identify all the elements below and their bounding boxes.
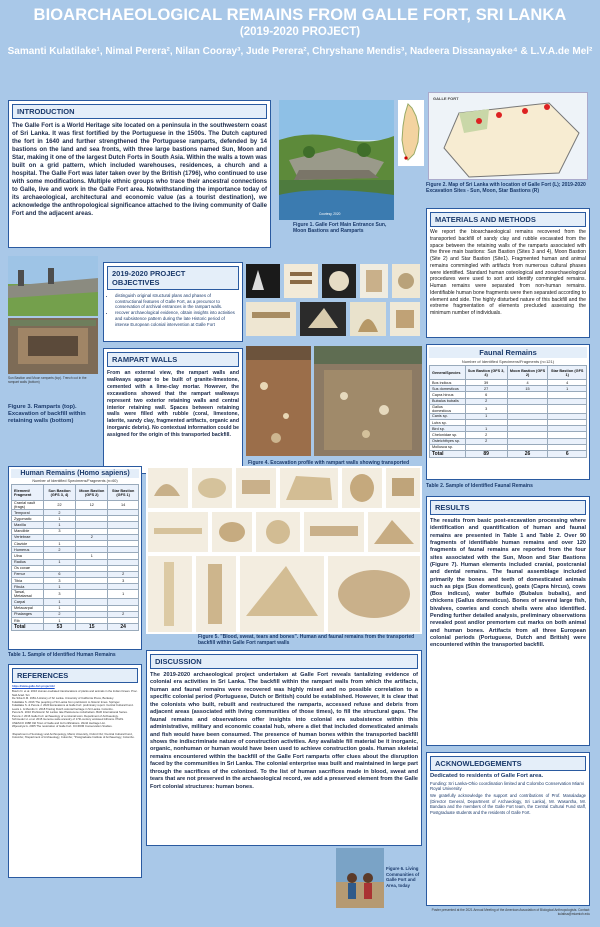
acknowledgements-body: We gratefully acknowledge the support and contributions of Prof. Manaladage (Director General, Department of Archaeology, Sri Lanka), Mr. Wasantha, Mr. Bandara and the members of the Galle Fort team, the Central Cultural Fund staff, Postgraduate students and the residents of Galle Fort. (430, 793, 586, 815)
excavation-profile-photo-1 (246, 346, 311, 456)
cell-species: Bird sp. (430, 426, 466, 432)
cell-species: Sus domesticus (430, 386, 466, 392)
cell-total: 15 (76, 624, 108, 631)
cell-count: 1 (43, 618, 76, 624)
cell-count: 3 (43, 578, 76, 584)
rampart-panel (103, 348, 243, 474)
cell-count: 1 (43, 584, 76, 590)
discussion-heading: DISCUSSION (150, 654, 418, 669)
results-panel (426, 496, 590, 746)
table-row (12, 501, 139, 510)
column-header: Genera/Species (430, 366, 466, 380)
cell-count: 1 (548, 386, 587, 392)
cell-species: Capra hircus (430, 392, 466, 398)
intro-body: The Galle Fort is a World Heritage site located on a peninsula in the southwestern coast of Sri Lanka. It was first fortified by the Portuguese in the 1500s. The Dutch captured the fort in 1640 and further strengthened the Portuguese ramparts, defended by 14 bastions on the land and sea fronts, with three large bastions named Sun, Moon and Star, making it one of the largest Dutch Forts in South Asia. Within the walls a town was built on a grid pattern, which included warehouses, residences, a church and a hospital. The Galle Fort was later taken over by the British (1796), who continued to use with some modifications. Multiple ethnic groups who trace their ancestral connections to Galle, live and work in the Galle Fort area. Notwithstanding the importance today of its archaeological, architectural and economic value (as a tourist destination), we acknowledge the anthropological significance attached to the living community of Galle Fort and the adjacent areas. (12, 122, 267, 218)
fig2-caption: Figure 2. Map of Sri Lanka with location of Galle Fort (L); 2019-2020 Excavation Sites - Sun, Moon, Star Bastions (R) (426, 182, 586, 195)
cell-total-label: Total (430, 450, 466, 457)
objectives-list (107, 293, 239, 327)
reference-item: UNESCO 1988 Old Town of Galle and its Fortifications. World Heritage List. (12, 720, 106, 725)
fig3-note: Sun Bastion and Moon ramparts (top). Trench cut in the rampart walls (bottom) (8, 376, 87, 384)
cell-count: 2 (43, 547, 76, 553)
cell-element: Vertebrae (12, 534, 44, 540)
cell-element: Phalanges (12, 611, 44, 617)
cell-count: 2 (465, 432, 507, 438)
profile-illustration-2 (314, 346, 422, 456)
dedication-text: Dedicated to residents of Galle Fort area. (430, 773, 544, 779)
cell-element: Temporal (12, 510, 44, 516)
footer-note: Poster presented at the 2021 Annual Meeting of the American Association of Biological Anthropologists. Contact: kulatisa@miamioh.edu (431, 908, 590, 916)
cell-count: 1 (43, 559, 76, 565)
cell-count: 1 (76, 553, 108, 559)
cell-count: 4 (507, 380, 548, 386)
human-table-subtitle: Number of Identified Specimens/Fragments (n=60) (32, 479, 118, 483)
table-total-row (12, 624, 139, 631)
cell-count: 27 (465, 386, 507, 392)
reference-item: Boivin N. et al. 2016 Human-mediated translocations of plants and animals in the Indian Ocean. Proc. Natl Acad. Sci. (12, 689, 138, 697)
author-list: Samanti Kulatilake¹, Nimal Perera², Nilan Cooray³, Jude Perera², Chryshane Mendis³, Nadeera Dissanayake⁴ & L.V.A.de Mel² (7, 46, 593, 57)
cell-count: 2 (108, 571, 139, 577)
column-header: Sun Bastion (GFS 3, 4) (465, 366, 507, 380)
intro-panel (8, 100, 271, 248)
cell-count: 2 (465, 438, 507, 444)
reference-item: Kulatilake S. & Perera J. 2020 Excavations at Galle Fort: preliminary report. Central Cultural Fund. (12, 703, 134, 708)
cell-element: Cranial vault (frags) (12, 501, 44, 510)
cell-count: 1 (465, 413, 507, 419)
profile-illustration-1 (246, 346, 311, 456)
table2-caption: Table 2. Sample of Identified Faunal Remains (426, 483, 533, 489)
rampart-body: From an external view, the rampart walls and walkways appear to be built of granite-limestone, cemented with a lime-clay mortar. However, the excavations showed that the rampart walkways represent two exterior retaining walls and central interior retaining wall. Spaces between retaining walls were filled with rubble (coral, limestone, laterite, sandy clay, fragmented artifacts, organic and inorganic debris). No contextual information could be assigned for the origin of this transported backfill. (107, 370, 240, 439)
cell-species: Chelonidae sp. (430, 432, 466, 438)
cell-count: 15 (507, 386, 548, 392)
references-link[interactable]: https://www.galle-fort-project.lk/ (12, 684, 55, 688)
cell-count: 1 (43, 516, 76, 522)
cell-species: Bubalus bubalis (430, 398, 466, 404)
affiliation-footnotes: ¹Department of Sociology and Anthropology, Miami University, Oxford OH; ²Central Cultural Fund, Colombo; ³Department of Archaeology, Colombo; ⁴Postgraduate Institute of Archaeology, Colombo. (12, 731, 135, 740)
cell-element: Tibia (12, 578, 44, 584)
galle-fort-aerial-photo (279, 100, 394, 220)
cell-count: 4 (548, 380, 587, 386)
table1-caption: Table 1. Sample of Identified Human Remains (8, 652, 116, 658)
human-table-title: Human Remains (Homo sapiens) (11, 469, 139, 478)
table-row (430, 404, 587, 413)
ramparts-photo-top (8, 256, 98, 316)
site-map-illustration (429, 93, 588, 180)
cell-species: Canis sp. (430, 413, 466, 419)
cell-element: Metacarpal (12, 605, 44, 611)
reference-item: Lewis L. & Mendis C. 2018 Tracing Dutch colonial heritage in Sri Lanka. Colombo. (12, 706, 114, 711)
cell-element: Clavicle (12, 540, 44, 546)
cell-element: Os coxae (12, 565, 44, 571)
cell-count: 14 (108, 501, 139, 510)
cell-count: 2 (108, 611, 139, 617)
references-panel (8, 664, 142, 878)
results-body: The results from basic post-excavation processing where identification and quantification of human and faunal remains are presented in Table 1 and Table 2. Over 90 fragments of identifiable human remains and over 120 fragments of faunal remains are reported from the four sites associated with the Sun, Moon and Star Bastions (Figure 7). Human elements included cranial, postcranial and dental remains. The faunal assemblage included primarily the bones and teeth of domesticated animals such as pigs (Sus domesticus), goats (Capra hircus), cows (Bos indicus), water buffalo (Bubalus bubalis), and chickens (Gallus domesticus). Bones of several large fish, bivalves, cowries and conch shells were also identified. Pending further detailed analysis, preliminary observations revealed post and/or premortem cut marks on both animal and human bones. Artifacts from all three European colonial periods (Portuguese, Dutch and British) were encountered within the transported backfill. (430, 518, 586, 649)
cell-count: 1 (465, 426, 507, 432)
cell-total: 6 (548, 450, 587, 457)
faunal-table-title: Faunal Remains (429, 347, 587, 358)
column-header: Star Bastion (GFS 1) (548, 366, 587, 380)
cell-element: Mandible (12, 528, 44, 534)
reference-item: Perera N. 2010 Prehistoric Sri Lanka: late Pleistocene rockshelters. BAR International Series. (12, 710, 128, 715)
cell-count: 3 (108, 578, 139, 584)
results-heading: RESULTS (430, 500, 586, 515)
cell-element: Humerus (12, 547, 44, 553)
methods-panel (426, 208, 590, 338)
acknowledgements-heading: ACKNOWLEDGEMENTS (430, 756, 586, 771)
cell-element: Zygomatic (12, 516, 44, 522)
cell-element: Carpal (12, 599, 44, 605)
faunal-table (429, 365, 587, 458)
cell-count: 6 (43, 571, 76, 577)
poster-subtitle: (2019-2020 PROJECT) (239, 26, 361, 38)
cell-species: Lutra sp. (430, 419, 466, 425)
objectives-heading: 2019-2020 PROJECT OBJECTIVES (107, 266, 239, 290)
fig5-caption: Figure 5. "Blood, sweat, tears and bones". Human and faunal remains from the transported backfill within Galle Fort rampart walls (198, 634, 415, 647)
community-illustration (336, 848, 384, 908)
human-table-panel (8, 466, 142, 650)
reference-item: Kulatilake S. 2016 The peopling of Sri Lanka from prehistoric to historic times. Springer. (12, 699, 121, 704)
cell-element: Femur (12, 571, 44, 577)
ramparts-photo-bottom (8, 318, 98, 374)
methods-heading: MATERIALS AND METHODS (430, 212, 586, 227)
cell-count: 1 (43, 599, 76, 605)
cell-total: 26 (507, 450, 548, 457)
table-header-row (430, 366, 587, 380)
cell-count: 3 (43, 528, 76, 534)
cell-count (76, 590, 108, 599)
fig4-caption: Figure 4. Excavation profile with rampart walls showing transported (248, 460, 410, 466)
cell-count: 2 (76, 534, 108, 540)
reference-item: Wijesuriya G. 2005 The restoration of Galle Fort. ICCROM Conservation Studies. (12, 724, 113, 729)
reference-item: De Silva K.M. 1981 A History of Sri Lanka. University of California Press, Berkeley. (12, 696, 114, 701)
cell-count: 6 (465, 392, 507, 398)
cell-count: 1 (108, 590, 139, 599)
sri-lanka-map-shape (398, 100, 424, 166)
artifact-thumbnails (246, 262, 422, 340)
fig3-caption: Figure 3. Ramparts (top). Excavation of backfill within retaining walls (bottom) (8, 404, 86, 425)
faunal-table-panel (426, 344, 590, 480)
methods-body: We report the bioarchaeological remains recovered from the transported backfill of sandy clay and rubble excavated from the space between the retaining walls of the ramparts associated with the three main bastions: Sun Bastion (Sites 3 and 4), Moon Bastion (Site 2) and Star Bastion (Site1). Fragmented human and animal remains commingled with artifacts from numerous cultural phases were identified. Standard human osteological and zooarchaeological procedures were used to sort and identify commingled remains. Human remains were separated from non-human remains. Identifiable human bone fragments were then separated according to element and side. The highly disturbed nature of this backfill and the extreme fragmentation of elements precluded assessing the minimum number of individuals. (430, 229, 586, 317)
site-map-label: GALLE FORT (433, 96, 459, 101)
reference-item: Perera J. 2016 Galle Fort: archaeology of a colonial town. Department of Archaeology. (12, 713, 119, 718)
column-header: Moon Bastion (GFS 2) (507, 366, 548, 380)
ramparts-top-illustration (8, 256, 98, 316)
intro-heading: INTRODUCTION (12, 104, 267, 119)
fig6-caption: Figure 6. Living Communities of Galle Fort and Area, today (386, 866, 420, 888)
cell-total-label: Total (12, 624, 44, 631)
cell-count: 3 (465, 404, 507, 413)
cell-total: 24 (108, 624, 139, 631)
table-total-row (430, 450, 587, 457)
cell-species: Mollusca sp. (430, 444, 466, 450)
table-header-row (12, 485, 139, 501)
column-header: Star Bastion (GFS 1) (108, 485, 139, 501)
cell-count: 2 (43, 510, 76, 516)
objective-item: • distinguish original structural plans and phases of constructional features of Galle Fort, as a precursor to conservation of archival entrances in the rampart walls. (115, 293, 239, 310)
cell-species: Osteichthyes sp. (430, 438, 466, 444)
cell-count: 2 (43, 611, 76, 617)
funding-text: Funding: Sri Lanka-Ohio coordination limited and Colombo Conservation Miami Royal University (430, 781, 584, 791)
references-heading: REFERENCES (12, 668, 138, 683)
discussion-panel (146, 650, 422, 846)
cell-element: Tarsal, Metatarsal (12, 590, 44, 599)
objective-item: • recover archaeological evidence, obtain insights into activities and subsistence pattern during the late Historic period of intense European colonial intervention at Galle Fort (115, 310, 239, 327)
community-photo (336, 848, 384, 908)
bone-photos-illustration (146, 466, 422, 634)
cell-element: Radius (12, 559, 44, 565)
cell-element: Fibula (12, 584, 44, 590)
cell-element: Maxilla (12, 522, 44, 528)
cell-count: 1 (43, 540, 76, 546)
fig1-tag: Courtesy, 2020 (319, 212, 341, 216)
sri-lanka-map (398, 100, 424, 166)
rampart-heading: RAMPART WALLS (107, 352, 239, 367)
artifact-gallery (246, 262, 422, 340)
cell-species: Gallus domesticus (430, 404, 466, 413)
human-table (11, 484, 139, 631)
objectives-panel (103, 262, 243, 342)
fig1-caption: Figure 1. Galle Fort Main Entrance Sun, Moon Bastions and Ramparts (293, 222, 387, 235)
cell-count: 12 (76, 501, 108, 510)
cell-total: 53 (43, 624, 76, 631)
cell-count: 3 (43, 590, 76, 599)
cell-count: 2 (465, 398, 507, 404)
bone-photo-grid (146, 466, 422, 634)
cell-species: Bos indicus (430, 380, 466, 386)
excavation-illustration (8, 318, 98, 374)
cell-count (507, 404, 548, 413)
discussion-body: The 2019-2020 archaeological project undertaken at Galle Fort reveals tantalizing evidence of colonial era activities in Sri Lanka. The backfill within the rampart walls from which the artifacts, human and faunal remains were recovered was highly mixed and no possible correlation to a specific colonial period (Portuguese, Dutch or British) could be established. However, it is clear that the colonists who built, rebuilt and restructured the ramparts, accessed refuse and debris from adjacent areas (associated with living communities of those times), to fill the structural gaps. The faunal remains and observations offer insights into colonial era subsistence within this administrative, military and economic coastal hub, where a diet that included domesticated animals and fish would have been consumed. The presence of human bones within the transported backfill shows the indiscriminate nature of construction activities. Any available fill material be it inorganic, organic, nonhuman or human would have been used to achieve construction goals. Human skeletal remains encountered within the backfill of the Galle Fort ramparts offer clues about the disruption faced by the communities in Sri Lanka. The colonial enterprise was built and maintained in large part through the sacrifices of the colonized. To the list of human sacrifices made in blood, sweat and tears that are not preserved in the archaeological record, we add a preserved element from the Galle Fort colonial structures: human bones. (150, 672, 418, 790)
reference-item: Schroeder H. et al. 2015 Genome-wide ancestry of 17th-century enslaved Africans. PNAS. (12, 717, 124, 722)
cell-count: 39 (465, 380, 507, 386)
faunal-table-subtitle: Number of Identified Specimens/Fragments (n=121) (461, 359, 555, 364)
acknowledgements-panel (426, 752, 590, 906)
cell-count (548, 404, 587, 413)
aerial-photo-illustration (279, 100, 394, 220)
cell-total: 89 (465, 450, 507, 457)
cell-count: 1 (43, 522, 76, 528)
excavation-profile-photo-2 (314, 346, 422, 456)
table-row (12, 590, 139, 599)
column-header: Element/ Fragment (12, 485, 44, 501)
galle-fort-site-map (428, 92, 588, 180)
column-header: Sun Bastion (GFS 3, 4) (43, 485, 76, 501)
column-header: Moon Bastion (GFS 2) (76, 485, 108, 501)
cell-count: 1 (43, 605, 76, 611)
cell-element: Rib (12, 618, 44, 624)
poster-title: BIOARCHAEOLOGICAL REMAINS FROM GALLE FORT, SRI LANKA (33, 6, 567, 24)
cell-element: Ulna (12, 553, 44, 559)
cell-count: 22 (43, 501, 76, 510)
